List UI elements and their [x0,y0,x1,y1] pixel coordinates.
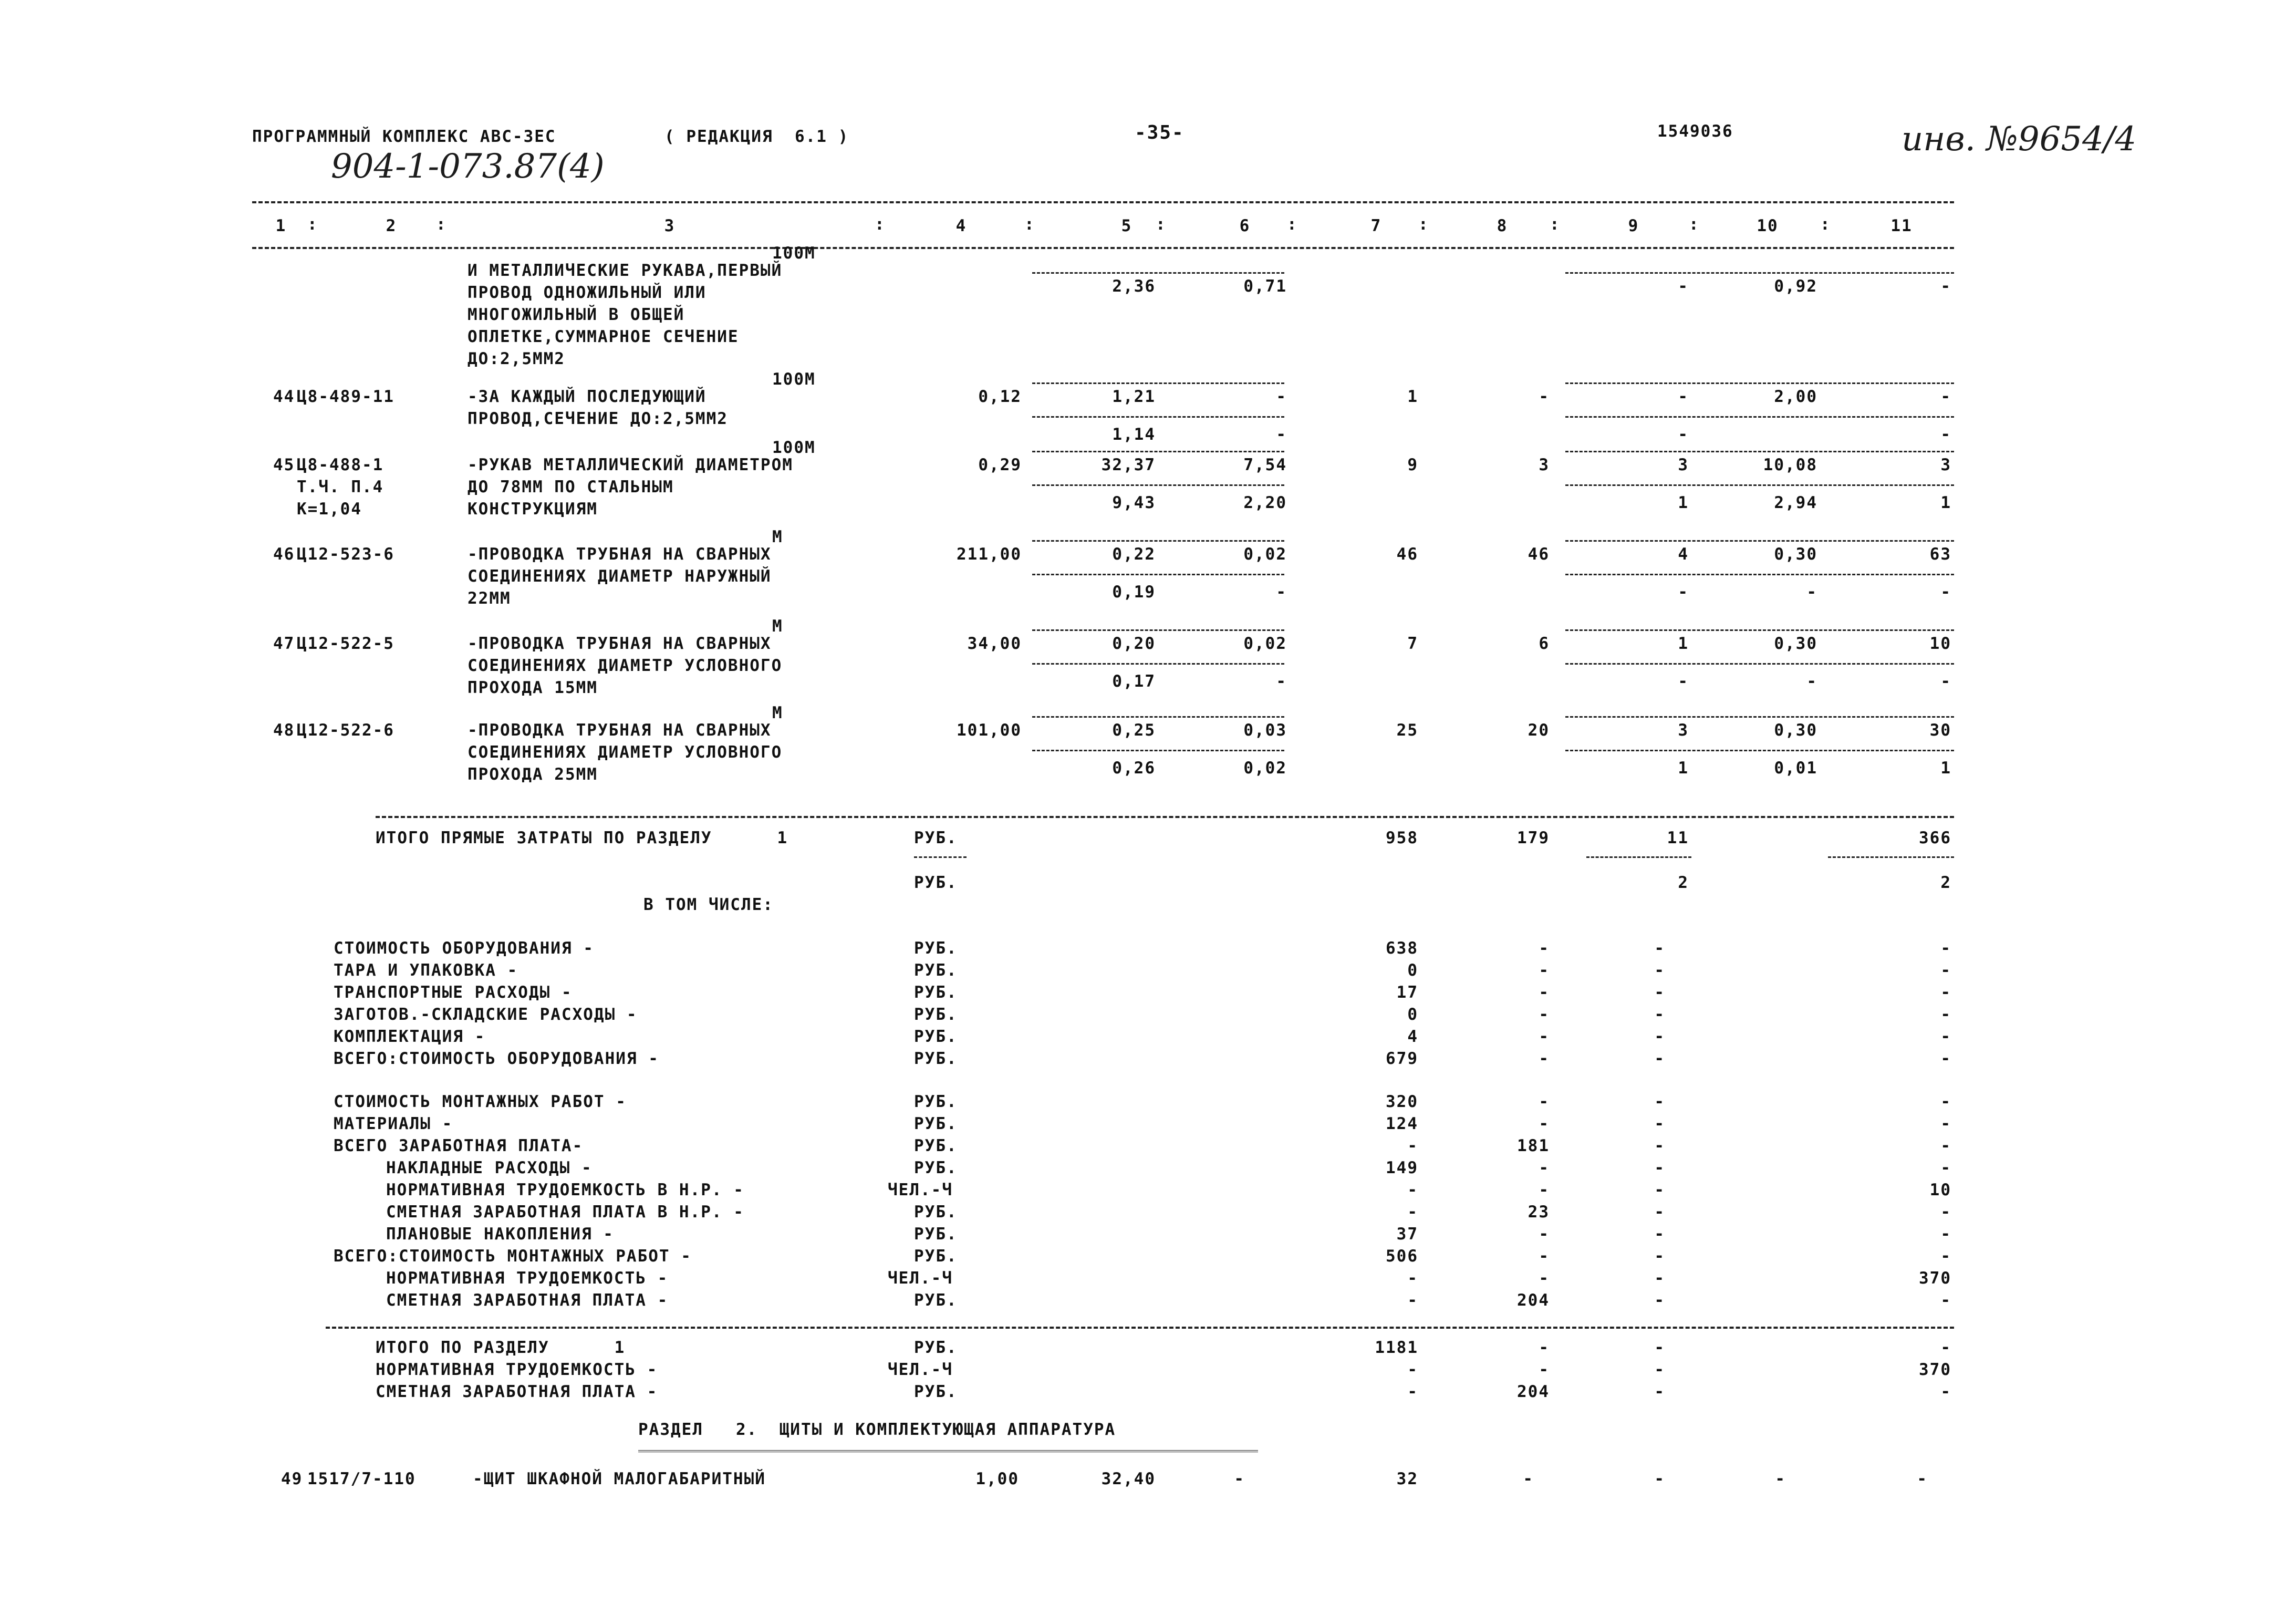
row-subrule-right [1565,382,1954,384]
row-subrule-left [1032,629,1284,631]
section-2-title: РАЗДЕЛ 2. ЩИТЫ И КОМПЛЕКТУЮЩАЯ АППАРАТУРА [638,1420,1116,1439]
summary-unit: РУБ. [914,1027,958,1046]
row-value-c11: - [1917,1470,1928,1488]
row-value-c10: 0,30 [1774,721,1817,740]
summary-c8: - [1539,1181,1550,1199]
summary-c11: - [1940,983,1951,1002]
totals-rule [376,816,1954,818]
row-subvalue-c10: 0,01 [1774,759,1817,778]
row-subrule-left [1032,540,1284,542]
row-value-c5: 0,25 [1112,721,1156,740]
column-separator: : [1550,215,1561,234]
summary-label: СТОИМОСТЬ ОБОРУДОВАНИЯ - [334,939,594,958]
summary-c9: - [1654,1092,1665,1111]
summary-c8: - [1539,983,1550,1002]
row-subvalue-c6: 0,02 [1243,759,1287,778]
direct-total-c9b: 2 [1678,873,1689,892]
column-header-5: 5 [1121,216,1133,235]
including-label: В ТОМ ЧИСЛЕ: [643,895,774,914]
summary-unit: РУБ. [914,1203,958,1222]
row-unit: М [772,703,783,722]
summary-c8: - [1539,939,1550,958]
column-separator: : [1024,215,1035,234]
row-value-c8: 46 [1528,545,1550,564]
summary-c8: - [1539,1247,1550,1266]
row-value-c8: - [1523,1470,1534,1488]
column-separator: : [875,215,886,234]
row-subvalue-c5: 0,26 [1112,759,1156,778]
summary-unit: РУБ. [914,1291,958,1310]
row-description-line: СОЕДИНЕНИЯХ ДИАМЕТР УСЛОВНОГО [467,656,783,675]
summary-c11: - [1940,1027,1951,1046]
summary-c7: 638 [1386,939,1418,958]
row-value-c9: - [1678,277,1689,296]
row-value-c9: 3 [1678,721,1689,740]
row-description-line: СОЕДИНЕНИЯХ ДИАМЕТР УСЛОВНОГО [467,743,783,762]
section-total-c9: - [1654,1360,1665,1379]
section-total-c7: - [1407,1382,1418,1401]
row-subvalue-c11: - [1940,672,1951,691]
row-subvalue-c6: 2,20 [1243,493,1287,512]
summary-unit: РУБ. [914,983,958,1002]
row-description-line: -ПРОВОДКА ТРУБНАЯ НА СВАРНЫХ [467,721,772,740]
section-total-c7: 1181 [1375,1338,1418,1357]
direct-total-label: ИТОГО ПРЯМЫЕ ЗАТРАТЫ ПО РАЗДЕЛУ 1 [376,829,788,847]
summary-label: СМЕТНАЯ ЗАРАБОТНАЯ ПЛАТА - [386,1291,669,1310]
row-value-c5: 0,20 [1112,634,1156,653]
section-total-label: ИТОГО ПО РАЗДЕЛУ 1 [376,1338,626,1357]
summary-unit: РУБ. [914,1225,958,1244]
row-value-c10: 0,92 [1774,277,1817,296]
summary-label: СТОИМОСТЬ МОНТАЖНЫХ РАБОТ - [334,1092,627,1111]
row-subvalue-c9: 1 [1678,759,1689,778]
row-unit: М [772,527,783,546]
row-number: 45 [273,456,295,474]
summary-label: НОРМАТИВНАЯ ТРУДОЕМКОСТЬ - [386,1269,669,1288]
summary-c7: - [1407,1203,1418,1222]
section-total-unit: ЧЕЛ.-Ч [888,1360,953,1379]
row-value-c5: 2,36 [1112,277,1156,296]
column-separator: : [1418,215,1429,234]
summary-c7: - [1407,1136,1418,1155]
column-separator: : [436,215,447,234]
row-value-c6: 7,54 [1243,456,1287,474]
row-code: Ц8-488-1 [297,456,384,474]
summary-c7: 124 [1386,1114,1418,1133]
row-description-line: ПРОВОД,СЕЧЕНИЕ ДО:2,5ММ2 [467,409,728,428]
section-total-c11: - [1940,1382,1951,1401]
row-value-c4: 34,00 [967,634,1022,653]
column-header-11: 11 [1890,216,1913,235]
column-header-9: 9 [1628,216,1639,235]
row-subrule-right [1565,272,1954,274]
summary-c7: 37 [1396,1225,1418,1244]
summary-c8: - [1539,1092,1550,1111]
row-value-c8: 20 [1528,721,1550,740]
row-subrule-right-2 [1565,484,1954,486]
summary-c11: - [1940,1203,1951,1222]
section-total-c8: - [1539,1360,1550,1379]
row-subvalue-c5: 0,19 [1112,583,1156,602]
summary-c7: - [1407,1291,1418,1310]
row-value-c7: 7 [1407,634,1418,653]
section-total-c8: 204 [1517,1382,1550,1401]
project-code-handwritten: 904-1-073.87(4) [331,147,605,186]
row-description-line: -ПРОВОДКА ТРУБНАЯ НА СВАРНЫХ [467,545,772,564]
row-value-c11: - [1940,277,1951,296]
direct-total-unit-2: РУБ. [914,873,958,892]
section-total-c11: 370 [1919,1360,1951,1379]
summary-c7: - [1407,1269,1418,1288]
row-value-c7: 46 [1396,545,1418,564]
row-code-note: Т.Ч. П.4 [297,478,384,496]
summary-c11: 370 [1919,1269,1951,1288]
column-header-8: 8 [1497,216,1508,235]
row-subvalue-c9: - [1678,672,1689,691]
row-value-c7: 1 [1407,387,1418,406]
summary-c9: - [1654,1291,1665,1310]
direct-total-c11b: 2 [1940,873,1951,892]
summary-c8: - [1539,1049,1550,1068]
row-value-c9: 1 [1678,634,1689,653]
summary-unit: РУБ. [914,939,958,958]
section-total-c11: - [1940,1338,1951,1357]
row-unit: 100М [772,244,816,263]
program-name: ПРОГРАММНЫЙ КОМПЛЕКС АВС-3ЕС [252,127,556,146]
row-description-line: -ЗА КАЖДЫЙ ПОСЛЕДУЮЩИЙ [467,387,707,406]
column-header-3: 3 [664,216,676,235]
summary-c11: - [1940,1247,1951,1266]
row-subrule-right [1565,451,1954,452]
row-value-c10: - [1775,1470,1786,1488]
row-unit: 100М [772,370,816,389]
row-subvalue-c10: 2,94 [1774,493,1817,512]
row-code: Ц12-523-6 [297,545,394,564]
summary-c9: - [1654,1158,1665,1177]
summary-label: ПЛАНОВЫЕ НАКОПЛЕНИЯ - [386,1225,614,1244]
summary-c8: 23 [1528,1203,1550,1222]
direct-total-unit: РУБ. [914,829,958,847]
summary-c9: - [1654,1225,1665,1244]
row-subvalue-c11: - [1940,425,1951,444]
summary-c9: - [1654,1005,1665,1024]
summary-c8: - [1539,1114,1550,1133]
direct-total-c9: 11 [1667,829,1689,847]
row-description-line: -РУКАВ МЕТАЛЛИЧЕСКИЙ ДИАМЕТРОМ [467,456,793,474]
summary-unit: РУБ. [914,1092,958,1111]
row-subvalue-c9: - [1678,583,1689,602]
summary-c11: 10 [1929,1181,1951,1199]
row-subvalue-c11: - [1940,583,1951,602]
row-value-c6: 0,71 [1243,277,1287,296]
row-value-c4: 0,12 [978,387,1022,406]
section-total-rule [326,1327,1954,1329]
row-value-c4: 0,29 [978,456,1022,474]
summary-unit: РУБ. [914,1114,958,1133]
row-number: 47 [273,634,295,653]
row-number: 44 [273,387,295,406]
row-value-c8: 6 [1539,634,1550,653]
section-total-c7: - [1407,1360,1418,1379]
row-value-c5: 32,37 [1101,456,1156,474]
row-code-note: К=1,04 [297,500,362,519]
row-subvalue-c10: - [1806,672,1817,691]
summary-c9: - [1654,1114,1665,1133]
column-separator: : [1287,215,1298,234]
summary-c7: - [1407,1181,1418,1199]
summary-c7: 506 [1386,1247,1418,1266]
inventory-number-handwritten: инв. №9654/4 [1902,120,2137,159]
direct-total-c7: 958 [1386,829,1418,847]
column-header-6: 6 [1239,216,1251,235]
row-subrule-left-2 [1032,484,1284,486]
summary-c8: - [1539,961,1550,980]
row-subvalue-c11: 1 [1940,759,1951,778]
row-number: 48 [273,721,295,740]
row-value-c5: 0,22 [1112,545,1156,564]
section-total-unit: РУБ. [914,1338,958,1357]
summary-c11: - [1940,939,1951,958]
summary-c8: - [1539,1269,1550,1288]
edition-label: ( РЕДАКЦИЯ 6.1 ) [664,127,849,146]
row-description-line: ОПЛЕТКЕ,СУММАРНОЕ СЕЧЕНИЕ [467,327,739,346]
row-subrule-left-2 [1032,416,1284,418]
summary-c7: 0 [1407,961,1418,980]
summary-c9: - [1654,939,1665,958]
column-separator: : [1820,215,1831,234]
row-value-c7: 32 [1396,1470,1418,1488]
row-description-line: КОНСТРУКЦИЯМ [467,500,598,519]
row-subvalue-c9: - [1678,425,1689,444]
summary-label: ТАРА И УПАКОВКА - [334,961,518,980]
summary-label: СМЕТНАЯ ЗАРАБОТНАЯ ПЛАТА В Н.Р. - [386,1203,744,1222]
row-description-line: И МЕТАЛЛИЧЕСКИЕ РУКАВА,ПЕРВЫЙ [467,261,783,280]
row-subrule-left [1032,716,1284,718]
summary-c9: - [1654,1181,1665,1199]
row-subrule-left-2 [1032,574,1284,575]
summary-c11: - [1940,1291,1951,1310]
row-subvalue-c6: - [1276,425,1287,444]
row-subrule-left-2 [1032,750,1284,751]
summary-c11: - [1940,1049,1951,1068]
row-value-c5: 1,21 [1112,387,1156,406]
row-value-c9: - [1678,387,1689,406]
summary-c7: 149 [1386,1158,1418,1177]
header-bottom-rule [252,247,1954,249]
row-subvalue-c5: 9,43 [1112,493,1156,512]
row-unit: 100М [772,438,816,457]
summary-unit: ЧЕЛ.-Ч [888,1269,953,1288]
row-value-c9: 4 [1678,545,1689,564]
summary-c9: - [1654,961,1665,980]
row-subrule-left [1032,382,1284,384]
row-value-c8: - [1539,387,1550,406]
summary-unit: РУБ. [914,1049,958,1068]
row-value-c6: - [1276,387,1287,406]
summary-c9: - [1654,1203,1665,1222]
summary-label: ЗАГОТОВ.-СКЛАДСКИЕ РАСХОДЫ - [334,1005,638,1024]
row-description-line: 22ММ [467,589,511,608]
summary-c7: 320 [1386,1092,1418,1111]
summary-unit: РУБ. [914,961,958,980]
column-header-2: 2 [386,216,397,235]
row-subrule-right-2 [1565,416,1954,418]
section-2-underline [638,1450,1258,1452]
section-total-label: НОРМАТИВНАЯ ТРУДОЕМКОСТЬ - [376,1360,658,1379]
summary-c7: 17 [1396,983,1418,1002]
row-value-c6: 0,03 [1243,721,1287,740]
row-value-c4: 101,00 [957,721,1022,740]
document-number: 1549036 [1657,122,1733,141]
row-subvalue-c11: 1 [1940,493,1951,512]
row-description-line: ДО:2,5ММ2 [467,349,565,368]
row-description-line: -ПРОВОДКА ТРУБНАЯ НА СВАРНЫХ [467,634,772,653]
summary-label: НАКЛАДНЫЕ РАСХОДЫ - [386,1158,593,1177]
section-total-c9: - [1654,1338,1665,1357]
row-subvalue-c9: 1 [1678,493,1689,512]
row-value-c5: 32,40 [1101,1470,1156,1488]
row-description-line: СОЕДИНЕНИЯХ ДИАМЕТР НАРУЖНЫЙ [467,567,772,586]
row-description-line: МНОГОЖИЛЬНЫЙ В ОБЩЕЙ [467,305,685,324]
column-header-7: 7 [1370,216,1382,235]
row-value-c6: 0,02 [1243,545,1287,564]
row-unit: М [772,617,783,636]
summary-c11: - [1940,1005,1951,1024]
row-value-c11: - [1940,387,1951,406]
summary-c11: - [1940,1114,1951,1133]
summary-c9: - [1654,1136,1665,1155]
summary-label: ВСЕГО:СТОИМОСТЬ МОНТАЖНЫХ РАБОТ - [334,1247,692,1266]
column-separator: : [307,215,318,234]
row-subrule-right [1565,540,1954,542]
direct-total-c9-rule [1586,856,1691,858]
row-value-c8: 3 [1539,456,1550,474]
row-description-line: ПРОХОДА 25ММ [467,765,598,784]
row-code: 1517/7-110 [307,1470,416,1488]
row-subrule-right [1565,716,1954,718]
summary-label: МАТЕРИАЛЫ - [334,1114,453,1133]
summary-c11: - [1940,1092,1951,1111]
summary-c8: 204 [1517,1291,1550,1310]
summary-c9: - [1654,1027,1665,1046]
row-subvalue-c6: - [1276,583,1287,602]
row-value-c7: 25 [1396,721,1418,740]
direct-total-c11: 366 [1919,829,1951,847]
row-value-c10: 2,00 [1774,387,1817,406]
row-subrule-right-2 [1565,750,1954,751]
summary-c11: - [1940,1136,1951,1155]
summary-c8: - [1539,1027,1550,1046]
row-code: Ц12-522-6 [297,721,394,740]
summary-c7: 679 [1386,1049,1418,1068]
summary-label: НОРМАТИВНАЯ ТРУДОЕМКОСТЬ В Н.Р. - [386,1181,744,1199]
summary-c7: 0 [1407,1005,1418,1024]
summary-unit: РУБ. [914,1247,958,1266]
row-description-line: ПРОВОД ОДНОЖИЛЬНЫЙ ИЛИ [467,283,707,302]
summary-c9: - [1654,1269,1665,1288]
row-value-c11: 63 [1929,545,1951,564]
row-subrule-right-2 [1565,574,1954,575]
summary-label: ВСЕГО:СТОИМОСТЬ ОБОРУДОВАНИЯ - [334,1049,659,1068]
column-header-10: 10 [1757,216,1779,235]
column-separator: : [1689,215,1700,234]
row-subvalue-c6: - [1276,672,1287,691]
direct-total-unit-rule [914,856,967,858]
row-code: Ц8-489-11 [297,387,394,406]
summary-c7: 4 [1407,1027,1418,1046]
section-total-c9: - [1654,1382,1665,1401]
row-subrule-left [1032,272,1284,274]
section-total-unit: РУБ. [914,1382,958,1401]
summary-unit: РУБ. [914,1158,958,1177]
summary-label: ВСЕГО ЗАРАБОТНАЯ ПЛАТА- [334,1136,584,1155]
column-header-4: 4 [955,216,967,235]
row-subvalue-c5: 1,14 [1112,425,1156,444]
summary-c11: - [1940,1225,1951,1244]
summary-c8: - [1539,1158,1550,1177]
row-value-c6: 0,02 [1243,634,1287,653]
row-value-c11: 3 [1940,456,1951,474]
row-number: 49 [281,1470,303,1488]
row-number: 46 [273,545,295,564]
summary-c8: - [1539,1225,1550,1244]
summary-label: КОМПЛЕКТАЦИЯ - [334,1027,486,1046]
row-value-c4: 211,00 [957,545,1022,564]
direct-total-c11-rule [1828,856,1954,858]
page-number: -35- [1135,122,1185,143]
row-description-line: ПРОХОДА 15ММ [467,678,598,697]
row-value-c10: 0,30 [1774,634,1817,653]
summary-c8: 181 [1517,1136,1550,1155]
direct-total-c8: 179 [1517,829,1550,847]
row-subrule-left [1032,451,1284,452]
summary-c11: - [1940,961,1951,980]
row-subrule-left-2 [1032,663,1284,665]
row-subrule-right-2 [1565,663,1954,665]
row-description-line: ДО 78ММ ПО СТАЛЬНЫМ [467,478,674,496]
section-total-label: СМЕТНАЯ ЗАРАБОТНАЯ ПЛАТА - [376,1382,658,1401]
row-value-c7: 9 [1407,456,1418,474]
row-value-c4: 1,00 [975,1470,1019,1488]
row-description-line: -ЩИТ ШКАФНОЙ МАЛОГАБАРИТНЫЙ [473,1470,766,1488]
summary-c9: - [1654,1247,1665,1266]
row-value-c9: - [1654,1470,1665,1488]
summary-unit: ЧЕЛ.-Ч [888,1181,953,1199]
row-value-c9: 3 [1678,456,1689,474]
summary-label: ТРАНСПОРТНЫЕ РАСХОДЫ - [334,983,573,1002]
row-subrule-right [1565,629,1954,631]
summary-c9: - [1654,983,1665,1002]
column-header-1: 1 [275,216,287,235]
header-top-rule [252,201,1954,203]
summary-c11: - [1940,1158,1951,1177]
row-code: Ц12-522-5 [297,634,394,653]
row-value-c10: 10,08 [1763,456,1817,474]
summary-c8: - [1539,1005,1550,1024]
row-subvalue-c10: - [1806,583,1817,602]
row-value-c6: - [1234,1470,1245,1488]
section-total-c8: - [1539,1338,1550,1357]
row-subvalue-c5: 0,17 [1112,672,1156,691]
summary-unit: РУБ. [914,1005,958,1024]
summary-unit: РУБ. [914,1136,958,1155]
summary-c9: - [1654,1049,1665,1068]
column-separator: : [1156,215,1167,234]
row-value-c11: 10 [1929,634,1951,653]
row-value-c11: 30 [1929,721,1951,740]
row-value-c10: 0,30 [1774,545,1817,564]
